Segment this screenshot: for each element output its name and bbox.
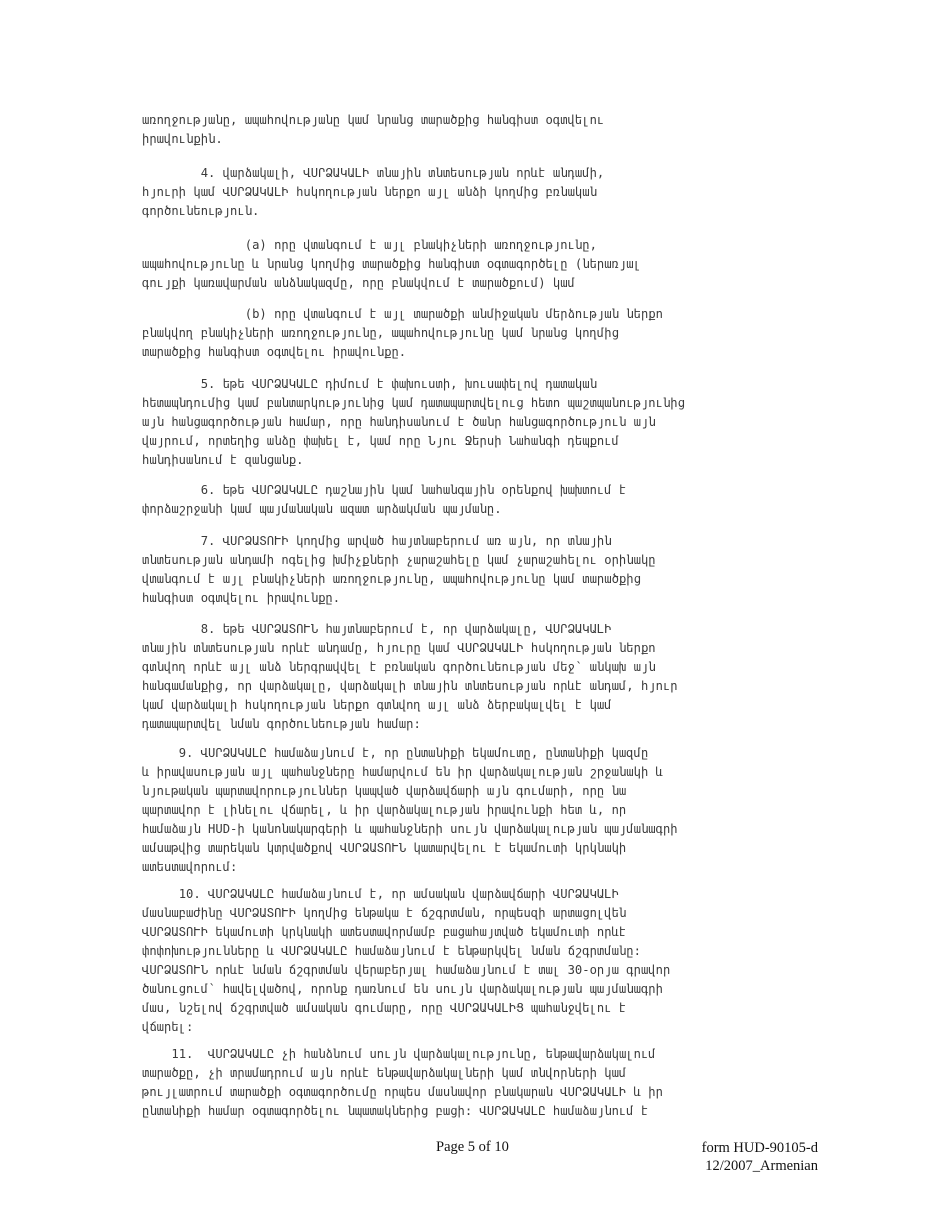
paragraph-item-7: 7. ՎՍՐՁԱՏՈՒԻ կողմից արված հայտնաբերում առ այն, որ տնային տնտեսության անդամի ոգելից խմիչքների չարաշահելը կամ չարաշահելու օրինակը վտանգում է այլ բնակիչների առողջությունը, ապահովությունը կամ տարածքից հանգիստ օգտվելու իրավունքը. xyxy=(142,534,656,605)
paragraph-continuation: առողջությանը, ապահովությանը կամ նրանց տարածքից հանգիստ օգտվելու իրավունքին. xyxy=(142,113,605,146)
form-identifier xyxy=(688,1139,818,1175)
paragraph-item-10: 10. ՎՍՐՁԱԿԱԼԸ համաձայնում է, որ ամսական վարձավճարի ՎՍՐՁԱԿԱԼԻ մասնաբաժինը ՎՍՐՁԱՏՈՒԻ կողմից ենթակա է ճշգրտման, որպեսզի արտացոլվեն ՎՍՐՁԱՏՈՒԻ եկամուտի կրկնակի ատեստավորմամբ բացահայտված եկամուտի որևէ փոփոխությունները և ՎՍՐՁԱԿԱԼԸ համաձայնում է ենթարկվել նման ճշգրտմանը: ՎՍՐՁԱՏՈՒՆ որևէ նման ճշգրտման վերաբերյալ համաձայնում է տալ 30-օրյա գրավոր ծանուցում՝ հավելվածով, որոնք դառնում են սույն վարձակալության պայմանագրի մաս, նշելով ճշգրտված ամսական գումարը, որը ՎՍՐՁԱԿԱԼԻՑ պահանջվելու է վճարել: xyxy=(142,887,671,1034)
paragraph-item-11: 11. ՎՍՐՁԱԿԱԼԸ չի հանձնում սույն վարձակալությունը, ենթավարձակալում տարածքը, չի տրամադրում այն որևէ ենթավարձակալների կամ տնվորների կամ թույլատրում տարածքի օգտագործումը որպես մասնավոր բնակարան ՎՍՐՁԱԿԱԼԻ և իր ընտանիքի համար օգտագործելու նպատակներից բացի: ՎՍՐՁԱԿԱԼԸ համաձայնում է xyxy=(142,1047,663,1118)
paragraph-item-5: 5. եթե ՎՍՐՁԱԿԱԼԸ դիմում է փախուստի, խուսափելով դատական հետապնդումից կամ բանտարկությունից կամ դատապարտվելուց հետո պաշտպանությունից այն հանցագործության համար, որը հանդիսանում է ծանր հանցագործություն այն վայրում, որտեղից անձը փախել է, կամ որը Նյու Ջերսի Նահանգի դեպքում հանդիսանում է զանցանք. xyxy=(142,377,685,467)
paragraph-item-4: 4. վարձակալի, ՎՍՐՁԱԿԱԼԻ տնային տնտեսության որևէ անդամի, հյուրի կամ ՎՍՐՁԱԿԱԼԻ հսկողության ներքո այլ անձի կողմից բռնական գործունեություն. xyxy=(142,166,605,218)
paragraph-item-4b: (b) որը վտանգում է այլ տարածքի անմիջական մերձության ներքո բնակվող բնակիչների առողջությունը, ապահովությունը կամ նրանց կողմից տարածքից հանգիստ օգտվելու իրավունքը. xyxy=(142,307,663,359)
paragraph-item-4a: (a) որը վտանգում է այլ բնակիչների առողջությունը, ապահովությունը և նրանց կողմից տարածքից հանգիստ օգտագործելը (ներառյալ գույքի կառավարման անձնակազմը, որը բնակվում է տարածքում) կամ xyxy=(142,238,641,290)
paragraph-item-8: 8. եթե ՎՍՐՁԱՏՈՒՆ հայտնաբերում է, որ վարձակալը, ՎՍՐՁԱԿԱԼԻ տնային տնտեսության որևէ անդամը, հյուրը կամ ՎՍՐՁԱԿԱԼԻ հսկողության ներքո գտնվող որևէ այլ անձ ներգրավվել է բռնական գործունեության մեջ՝ անկախ այն հանգամանքից, որ վարձակալը, վարձակալի տնային տնտեսության որևէ անդամ, հյուր կամ վարձակալի հսկողության ներքո գտնվող այլ անձ ձերբակալվել է կամ դատապարտվել նման գործունեության համար: xyxy=(142,622,678,731)
paragraph-item-9: 9. ՎՍՐՁԱԿԱԼԸ համաձայնում է, որ ընտանիքի եկամուտը, ընտանիքի կազմը և իրավասության այլ պահանջները համարվում են իր վարձակալության շրջանակի և նյութական պարտավորություններ կապված վարձավճարի այն գումարի, որը նա պարտավոր է լինելու վճարել, և իր վարձակալության իրավունքի հետ և, որ համաձայն HUD-ի կանոնակարգերի և պահանջների սույն վարձակալության պայմանագրի ամսաթվից տարեկան կտրվածքով ՎՍՐՁԱՏՈՒՆ կատարվելու է եկամուտի կրկնակի ատեստավորում: xyxy=(142,746,678,874)
paragraph-item-6: 6. եթե ՎՍՐՁԱԿԱԼԸ դաշնային կամ նահանգային օրենքով խախտում է փորձաշրջանի կամ պայմանական ազատ արձակման պայմանը. xyxy=(142,483,627,516)
page-number: Page 5 of 10 xyxy=(436,1139,509,1155)
form-version: 12/2007_Armenian xyxy=(705,1158,818,1174)
form-id: form HUD-90105-d xyxy=(701,1140,818,1156)
